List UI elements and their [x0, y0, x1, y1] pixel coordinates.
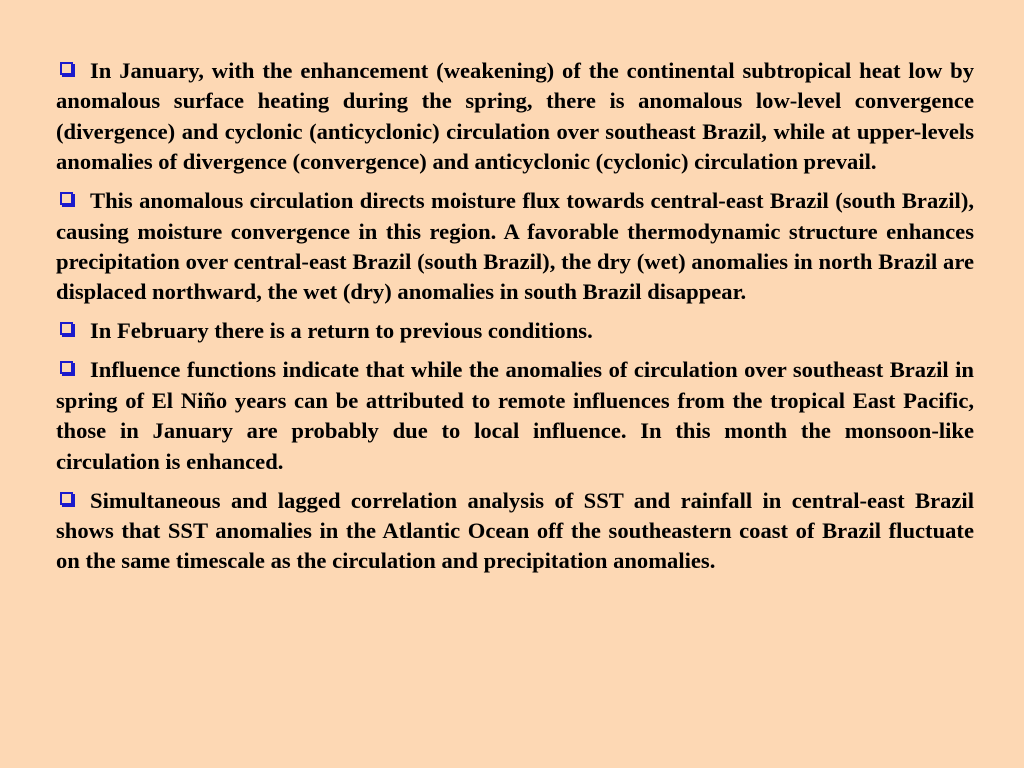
bullet-item-correlation-analysis	[56, 486, 974, 577]
bullet-item-february	[56, 316, 974, 346]
slide-content	[56, 56, 974, 585]
bullet-item-moisture-flux	[56, 186, 974, 308]
square-bullet-icon	[60, 62, 73, 75]
square-bullet-icon	[60, 322, 73, 335]
square-bullet-icon	[60, 492, 73, 505]
bullet-text: Simultaneous and lagged correlation analysis of SST and rainfall in central-east Brazil shows that SST anomalies in the Atlantic Ocean off the southeastern coast of Brazil fluctuate on the same timescale as the circulation and precipitation anomalies.	[56, 487, 974, 574]
bullet-item-influence-functions	[56, 355, 974, 477]
square-bullet-icon	[60, 192, 73, 205]
bullet-text: Influence functions indicate that while the anomalies of circulation over southeast Brazil in spring of El Niño years can be attributed to remote influences from the tropical East Pacific, those in January are probably due to local influence. In this month the monsoon-like circulation is enhanced.	[56, 357, 974, 474]
bullet-text: This anomalous circulation directs moisture flux towards central-east Brazil (south Brazil), causing moisture convergence in this region. A favorable thermodynamic structure enhances precipitation over central-east Brazil (south Brazil), the dry (wet) anomalies in north Brazil are displaced northward, the wet (dry) anomalies in south Brazil disappear.	[56, 188, 974, 305]
bullet-text: In January, with the enhancement (weakening) of the continental subtropical heat low by anomalous surface heating during the spring, there is anomalous low-level convergence (divergence) and cyclonic (anticyclonic) circulation over southeast Brazil, while at upper-levels anomalies of divergence (convergence) and anticyclonic (cyclonic) circulation prevail.	[56, 58, 974, 175]
bullet-text: In February there is a return to previous conditions.	[90, 318, 593, 344]
bullet-item-january	[56, 56, 974, 178]
square-bullet-icon	[60, 361, 73, 374]
